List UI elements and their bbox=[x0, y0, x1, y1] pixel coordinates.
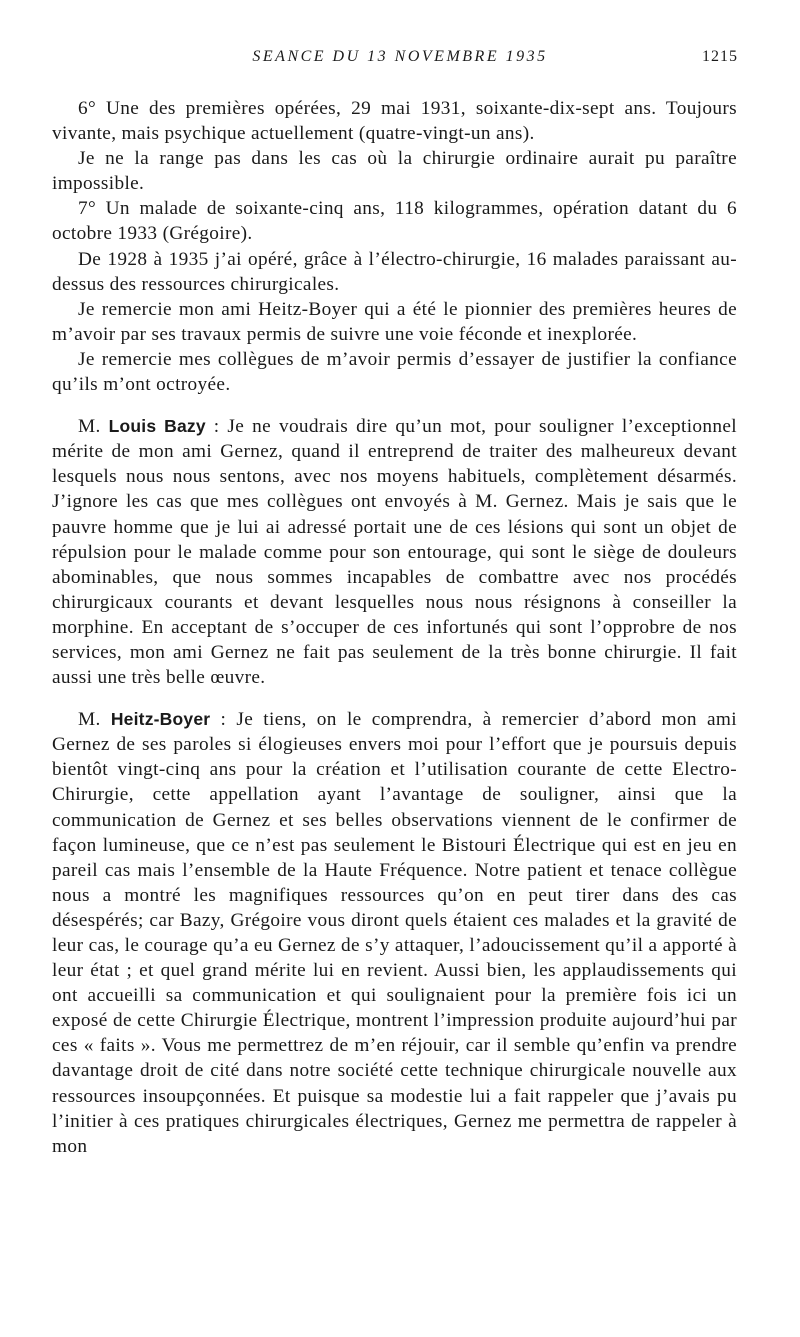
intervention-bazy bbox=[52, 414, 737, 690]
paragraph-thanks-heitz-boyer: Je remercie mon ami Heitz-Boyer qui a été le pionnier des premières heures de m’avoir par ses travaux permis de suivre une voie féconde et inexplorée. bbox=[52, 298, 737, 345]
intervention-text: : Je ne voudrais dire qu’un mot, pour souligner l’exceptionnel mérite de mon ami Gernez, quand il entreprend de traiter des malheureux devant lesquels nous nous sentons, avec nos moyens habituels, complètement désarmés. J’ignore les cas que mes collègues ont envoyés à M. Gernez. Mais je sais que le pauvre homme que je lui ai adressé portait une de ces lésions qui sont un objet de répulsion pour le malade comme pour son entourage, qui sont le siège de douleurs abominables, que nous sommes incapables de combattre avec nos procédés chirurgicaux courants et devant lesquelles nous nous résignons à conseiller la morphine. En acceptant de s’occuper de ces infortunés qui sont l’opprobre de nos services, mon ami Gernez ne fait pas seulement de la très bonne chirurgie. Il fait aussi une très belle œuvre. bbox=[52, 416, 738, 689]
paragraph-range-note: Je ne la range pas dans les cas où la chirurgie ordinaire aurait pu paraître impossible. bbox=[52, 148, 737, 195]
intervention-prefix: M. bbox=[78, 709, 111, 731]
running-header bbox=[0, 48, 800, 74]
body-text bbox=[52, 96, 737, 1159]
paragraph-thanks-colleagues: Je remercie mes collègues de m’avoir permis d’essayer de justifier la confiance qu’ils m’ont octroyée. bbox=[52, 348, 737, 396]
paragraph-case-6: 6° Une des premières opérées, 29 mai 1931, soixante-dix-sept ans. Toujours vivante, mais psychique actuellement (quatre-vingt-un ans). bbox=[52, 98, 737, 145]
paragraph-case-7: 7° Un malade de soixante-cinq ans, 118 kilogrammes, opération datant du 6 octobre 1933 (Grégoire). bbox=[52, 198, 737, 245]
running-title: SEANCE DU 13 NOVEMBRE 1935 bbox=[252, 48, 548, 65]
intervention-text: : Je tiens, on le comprendra, à remercier d’abord mon ami Gernez de ses paroles si élogieuses envers moi pour l’effort que je poursuis depuis bientôt vingt-cinq ans pour la création et l’utilisation courante de cette Electro-Chirurgie, cette appellation ayant l’avantage de souligner, ainsi que la communication de Gernez et ses belles observations viennent de le confirmer de façon lumineuse, que ce n’est pas seulement le Bistouri Électrique qui est en jeu en pareil cas mais l’ensemble de la Haute Fréquence. Notre patient et tenace collègue nous a montré les magnifiques ressources qu’on en peut tirer dans des cas désespérés; car Bazy, Grégoire vous diront quels étaient ces malades et la gravité de leur cas, le courage qu’a eu Gernez de s’y attaquer, l’adoucissement qu’il a apporté à leur état ; et quel grand mérite lui en revient. Aussi bien, les applaudissements qui ont accueilli sa communication et qui soulignaient pour la première fois ici un exposé de cette Chirurgie Électrique, montrent l’impression produite aujourd’hui par ces « faits ». Vous me permettrez de m’en réjouir, car il semble qu’enfin va prendre davantage droit de cité dans notre société cette technique chirurgicale nouvelle aux ressources insoupçonnées. Et puisque sa modestie lui a fait rappeler que j’avais pu l’initier à ces pratiques chirurgicales électriques, Gernez me permettra de rappeler à mon bbox=[52, 709, 737, 1157]
speaker-name: Louis Bazy bbox=[108, 416, 206, 437]
page-number: 1215 bbox=[702, 48, 738, 65]
speaker-name: Heitz-Boyer bbox=[110, 709, 211, 730]
paragraph-summary: De 1928 à 1935 j’ai opéré, grâce à l’électro-chirurgie, 16 malades paraissant au-dessus des ressources chirurgicales. bbox=[52, 248, 737, 295]
intervention-heitz-boyer bbox=[52, 707, 737, 1159]
intervention-prefix: M. bbox=[78, 416, 109, 438]
